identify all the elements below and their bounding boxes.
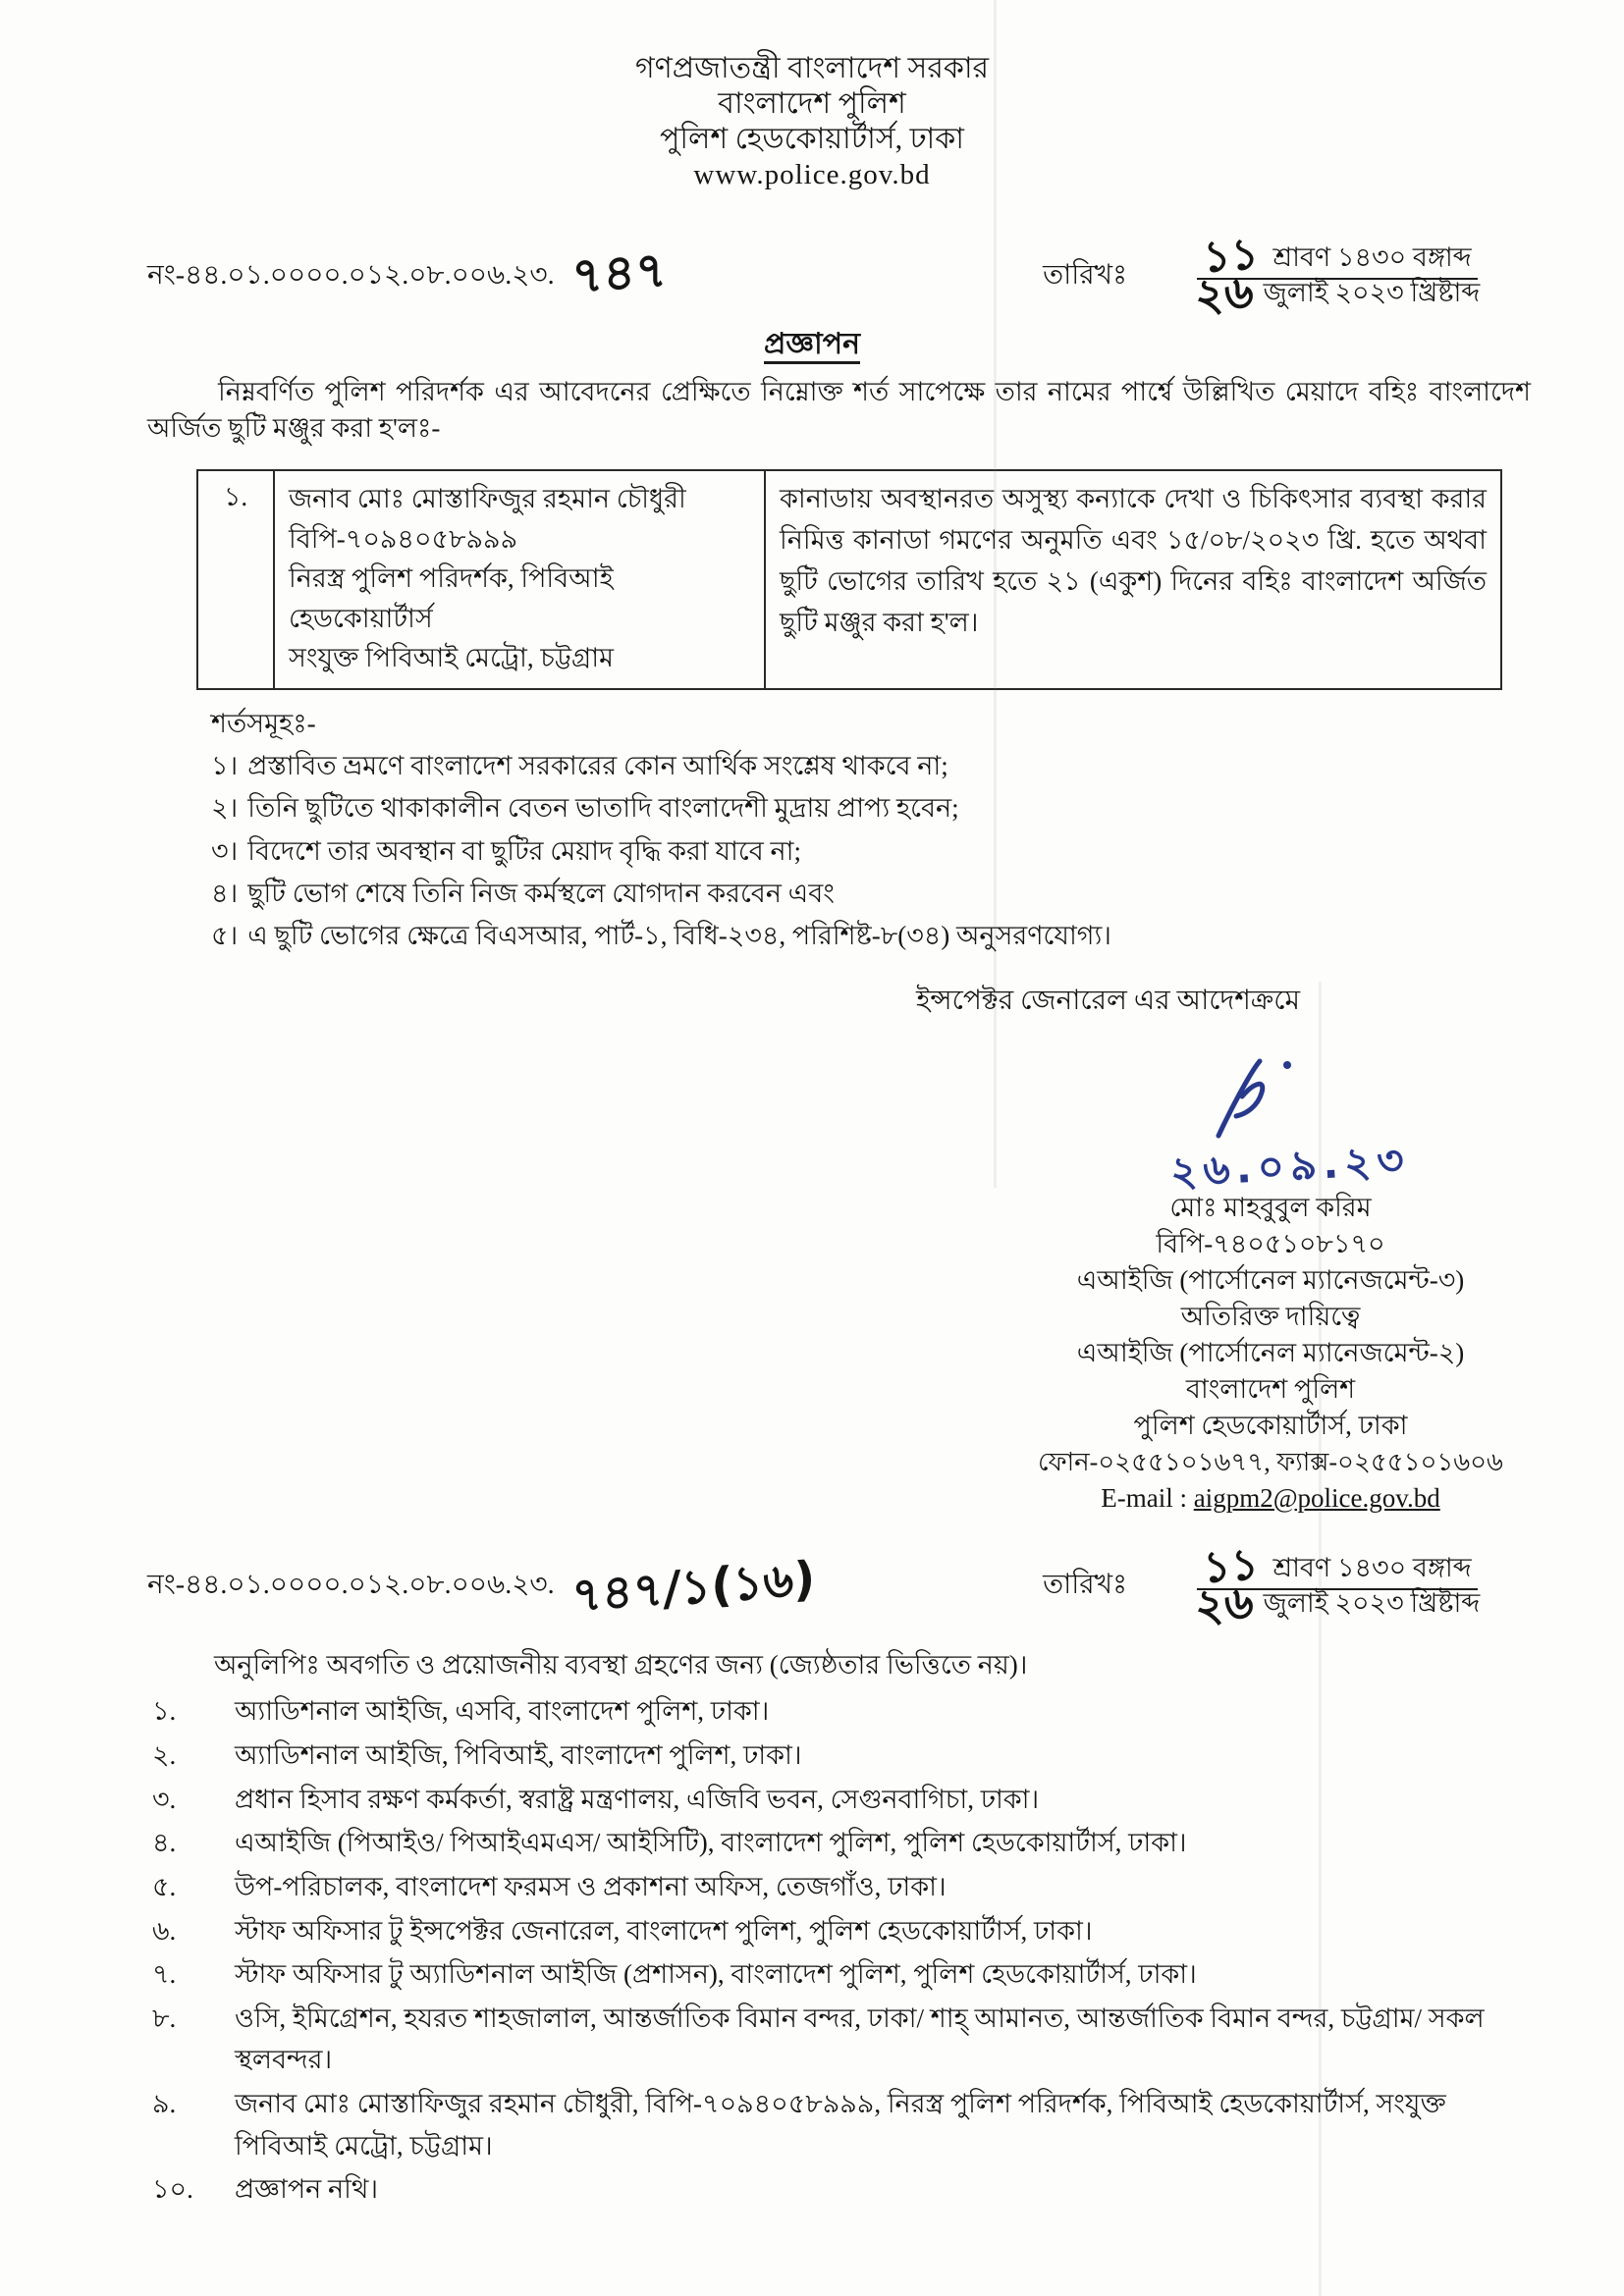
conditions-section (211, 706, 1531, 957)
condition-text: প্রস্তাবিত ভ্রমণে বাংলাদেশ সরকারের কোন আর্থিক সংশ্লেষ থাকবে না; (247, 751, 948, 781)
signatory-name: মোঃ মাহবুবুল করিম (1169, 1192, 1372, 1222)
distribution-heading: অনুলিপিঃ অবগতি ও প্রয়োজনীয় ব্যবস্থা গ্রহণের জন্য (জ্যেষ্ঠতার ভিত্তিতে নয়)। (214, 1649, 1028, 1680)
email-label: E-mail : (1101, 1482, 1187, 1513)
distribution-item (152, 1998, 1531, 2081)
website-url: www.police.gov.bd (693, 159, 931, 190)
memo-number-handwritten: ৭৪৭/১(১৬) (570, 1551, 815, 1625)
date-label: তারিখঃ (1043, 259, 1127, 291)
date-fraction (1141, 1538, 1534, 1633)
distribution-serial: ৫. (152, 1871, 177, 1901)
government-name: গণপ্রজাতন্ত্রী বাংলাদেশ সরকার (634, 52, 990, 84)
gregorian-date-line (1189, 1575, 1486, 1633)
distribution-text: জনাব মোঃ মোস্তাফিজুর রহমান চৌধুরী, বিপি-৭০৯৪০৫৮৯৯৯, নিরস্ত্র পুলিশ পরিদর্শক, পিবিআই হেডকোয়ার্টার্স, সংযুক্ত পিবিআই মেট্রো, চট্টগ্রাম। (235, 2089, 1446, 2161)
table-row (197, 470, 1501, 689)
signatory-designation-1: এআইজি (পার্সোনেল ম্যানেজমেন্ট-৩) (1076, 1264, 1465, 1295)
distribution-item (152, 1735, 1531, 1777)
condition-item (211, 915, 1531, 957)
distribution-serial: ৯. (152, 2089, 177, 2119)
distribution-list (152, 1690, 1531, 2211)
signatory-additional-charge: অতিরিক্ত দায়িত্বে (1180, 1301, 1361, 1331)
row-serial-cell: ১. (197, 470, 274, 689)
handwritten-signature-icon (1197, 1049, 1344, 1148)
condition-text: এ ছুটি ভোগের ক্ষেত্রে বিএসআর, পার্ট-১, বিধি-২৩৪, পরিশিষ্ট-৮(৩৪) অনুসরণযোগ্য। (247, 920, 1111, 950)
bangla-day-handwritten: ১১ (1203, 228, 1260, 284)
distribution-item (152, 1910, 1531, 1952)
distribution-text: ওসি, ইমিগ্রেশন, হযরত শাহজালাল, আন্তর্জাতিক বিমান বন্দর, ঢাকা/ শাহ্ আমানত, আন্তর্জাতিক বিমান বন্দর, চট্টগ্রাম/ সকল স্থলবন্দর। (235, 2002, 1485, 2075)
condition-serial: ৫। (211, 920, 239, 950)
document-title (0, 325, 1624, 365)
signatory-designation-2: এআইজি (পার্সোনেল ম্যানেজমেন্ট-২) (1076, 1337, 1465, 1367)
condition-text: ছুটি ভোগ শেষে তিনি নিজ কর্মস্থলে যোগদান করবেন এবং (247, 878, 835, 908)
officer-name: জনাব মোঃ মোস্তাফিজুর রহমান চৌধুরী (289, 484, 686, 514)
letterhead (0, 0, 1624, 192)
bangla-day-handwritten: ১১ (1203, 1538, 1260, 1593)
condition-item (211, 873, 1531, 915)
officer-rank: নিরস্ত্র পুলিশ পরিদর্শক, পিবিআই হেডকোয়ার্টার্স (289, 563, 614, 633)
gregorian-date-printed: জুলাই ২০২৩ খ্রিষ্টাব্দ (1263, 1588, 1481, 1619)
condition-item (211, 745, 1531, 787)
organization-name: বাংলাদেশ পুলিশ (718, 87, 906, 120)
condition-serial: ৪। (211, 878, 239, 908)
conditions-heading: শর্তসমূহঃ- (211, 708, 316, 738)
bangla-date-printed: শ্রাবণ ১৪৩০ বঙ্গাব্দ (1272, 242, 1472, 272)
intro-paragraph: নিম্নবর্ণিত পুলিশ পরিদর্শক এর আবেদনের প্রেক্ষিতে নিম্নোক্ত শর্ত সাপেক্ষে তার নামের পার্শ্বে উল্লিখিত মেয়াদে বহিঃ বাংলাদেশ অর্জিত ছুটি মঞ্জুর করা হ'লঃ- (147, 377, 1531, 443)
officer-info-cell (274, 470, 765, 689)
leave-grant-table (196, 469, 1502, 690)
headquarters-line: পুলিশ হেডকোয়ার্টার্স, ঢাকা (660, 123, 964, 155)
date-label: তারিখঃ (1043, 1570, 1127, 1601)
distribution-serial: ১. (152, 1696, 177, 1727)
distribution-text: অ্যাডিশনাল আইজি, পিবিআই, বাংলাদেশ পুলিশ, ঢাকা। (235, 1739, 802, 1770)
distribution-serial: ৭. (152, 1959, 177, 1990)
gregorian-date-line (1189, 265, 1486, 323)
signature-area (976, 1049, 1565, 1148)
condition-serial: ৩। (211, 835, 239, 866)
leave-details-cell: কানাডায় অবস্থানরত অসুস্থ্য কন্যাকে দেখা ও চিকিৎসার ব্যবস্থা করার নিমিত্ত কানাডা গমণের অনুমতি এবং ১৫/০৮/২০২৩ খ্রি. হতে অথবা ছুটি ভোগের তারিখ হতে ২১ (একুশ) দিনের বহিঃ বাংলাদেশ অর্জিত ছুটি মঞ্জুর করা হ'ল। (765, 470, 1501, 689)
distribution-item (152, 1779, 1531, 1821)
distribution-item (152, 1690, 1531, 1733)
signatory-bp-number: বিপি-৭৪০৫১০৮১৭০ (1156, 1228, 1385, 1258)
signatory-hq: পুলিশ হেডকোয়ার্টার্স, ঢাকা (1133, 1410, 1408, 1440)
condition-item (211, 787, 1531, 829)
memo-number-1 (147, 240, 667, 305)
signature-date-handwritten: ২৬.০৯.২৩ (1168, 1135, 1411, 1197)
distribution-item (152, 1866, 1531, 1908)
distribution-serial: ৬. (152, 1915, 177, 1946)
scan-fold-line (994, 0, 997, 1188)
memo-number-2 (147, 1551, 815, 1625)
title-text: প্রজ্ঞাপন (764, 328, 860, 364)
signature-block (976, 1049, 1565, 1517)
condition-serial: ২। (211, 793, 239, 824)
memo-number-handwritten: ৭৪৭ (570, 240, 667, 305)
memo-number-row-2 (147, 1538, 1534, 1633)
distribution-serial: ১০. (152, 2174, 193, 2205)
by-order-line: ইন্সপেক্টর জেনারেল এর আদেশক্রমে (915, 986, 1300, 1017)
email-address: aigpm2@police.gov.bd (1193, 1482, 1440, 1513)
gregorian-date-printed: জুলাই ২০২৩ খ্রিষ্টাব্দ (1263, 278, 1481, 308)
bangla-date-printed: শ্রাবণ ১৪৩০ বঙ্গাব্দ (1272, 1552, 1472, 1582)
date-block-2 (1043, 1538, 1534, 1633)
gregorian-day-handwritten: ২৬ (1194, 265, 1254, 323)
date-block-1 (1043, 228, 1534, 323)
distribution-text: স্টাফ অফিসার টু অ্যাডিশনাল আইজি (প্রশাসন), বাংলাদেশ পুলিশ, পুলিশ হেডকোয়ার্টার্স, ঢাকা। (235, 1959, 1197, 1990)
signatory-email-line (976, 1480, 1565, 1517)
distribution-serial: ৪. (152, 1828, 177, 1858)
distribution-text: প্রধান হিসাব রক্ষণ কর্মকর্তা, স্বরাষ্ট্র মন্ত্রণালয়, এজিবি ভবন, সেগুনবাগিচা, ঢাকা। (235, 1784, 1040, 1814)
distribution-item (152, 1953, 1531, 1996)
officer-posting: সংযুক্ত পিবিআই মেট্রো, চট্টগ্রাম (289, 643, 615, 673)
condition-text: বিদেশে তার অবস্থান বা ছুটির মেয়াদ বৃদ্ধি করা যাবে না; (247, 835, 801, 866)
condition-item (211, 830, 1531, 873)
distribution-text: উপ-পরিচালক, বাংলাদেশ ফরমস ও প্রকাশনা অফিস, তেজগাঁও, ঢাকা। (235, 1871, 947, 1901)
gregorian-day-handwritten: ২৬ (1194, 1575, 1254, 1633)
distribution-text: স্টাফ অফিসার টু ইন্সপেক্টর জেনারেল, বাংলাদেশ পুলিশ, পুলিশ হেডকোয়ার্টার্স, ঢাকা। (235, 1915, 1093, 1946)
distribution-serial: ৩. (152, 1784, 177, 1814)
distribution-item (152, 2083, 1531, 2166)
memo-number-row-1 (147, 228, 1534, 323)
distribution-serial: ৮. (152, 2002, 177, 2033)
condition-text: তিনি ছুটিতে থাকাকালীন বেতন ভাতাদি বাংলাদেশী মুদ্রায় প্রাপ্য হবেন; (247, 793, 959, 824)
distribution-text: অ্যাডিশনাল আইজি, এসবি, বাংলাদেশ পুলিশ, ঢাকা। (235, 1696, 770, 1727)
distribution-item (152, 2168, 1531, 2211)
date-fraction (1141, 228, 1534, 323)
signatory-org: বাংলাদেশ পুলিশ (1185, 1373, 1356, 1404)
distribution-text: এআইজি (পিআইও/ পিআইএমএস/ আইসিটি), বাংলাদেশ পুলিশ, পুলিশ হেডকোয়ার্টার্স, ঢাকা। (235, 1828, 1187, 1858)
memo-number-printed: নং-৪৪.০১.০০০০.০১২.০৮.০০৬.২৩. (147, 1570, 555, 1601)
officer-bp-number: বিপি-৭০৯৪০৫৮৯৯৯ (289, 523, 518, 554)
distribution-item (152, 1822, 1531, 1864)
condition-serial: ১। (211, 751, 239, 781)
memo-number-printed: নং-৪৪.০১.০০০০.০১২.০৮.০০৬.২৩. (147, 259, 555, 291)
signatory-phone-fax: ফোন-০২৫৫১০১৬৭৭, ফ্যাক্স-০২৫৫১০১৬০৬ (1038, 1447, 1503, 1476)
distribution-text: প্রজ্ঞাপন নথি। (235, 2174, 378, 2205)
distribution-serial: ২. (152, 1739, 177, 1770)
